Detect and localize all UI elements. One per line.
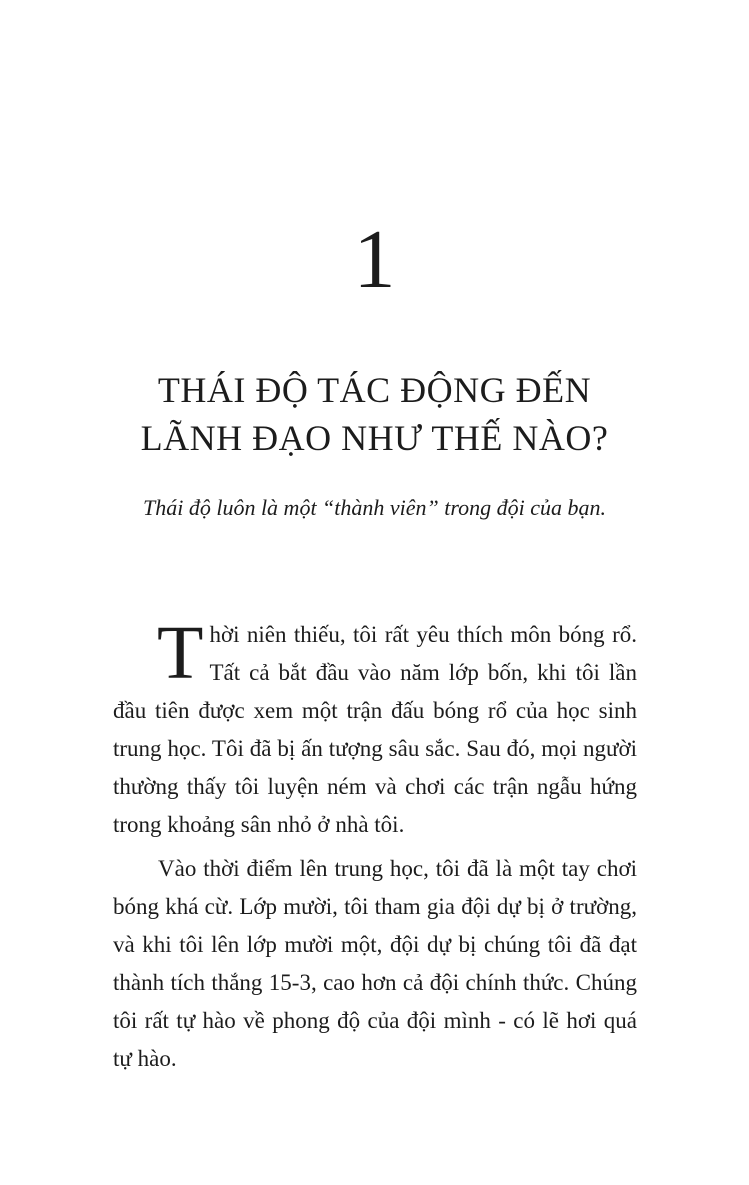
- chapter-title-line-1: THÁI ĐỘ TÁC ĐỘNG ĐẾN: [157, 370, 592, 410]
- chapter-title: [0, 366, 749, 462]
- drop-cap: T: [157, 611, 204, 695]
- body-text: [113, 611, 637, 1078]
- chapter-number: 1: [353, 213, 396, 306]
- chapter-title-line-2: LÃNH ĐẠO NHƯ THẾ NÀO?: [140, 418, 609, 458]
- paragraph-1-text: hời niên thiếu, tôi rất yêu thích môn bóng rổ. Tất cả bắt đầu vào năm lớp bốn, khi tôi lần đầu tiên được xem một trận đấu bóng rổ của học sinh trung học. Tôi đã bị ấn tượng sâu sắc. Sau đó, mọi người thường thấy tôi luyện ném và chơi các trận ngẫu hứng trong khoảng sân nhỏ ở nhà tôi.: [113, 622, 637, 837]
- paragraph-2: Vào thời điểm lên trung học, tôi đã là một tay chơi bóng khá cừ. Lớp mười, tôi tham gia đội dự bị ở trường, và khi tôi lên lớp mười một, đội dự bị chúng tôi đã đạt thành tích thắng 15-3, cao hơn cả đội chính thức. Chúng tôi rất tự hào về phong độ của đội mình - có lẽ hơi quá tự hào.: [113, 856, 637, 1071]
- epigraph: Thái độ luôn là một “thành viên” trong đội của bạn.: [142, 495, 607, 520]
- paragraph-1: [113, 611, 637, 844]
